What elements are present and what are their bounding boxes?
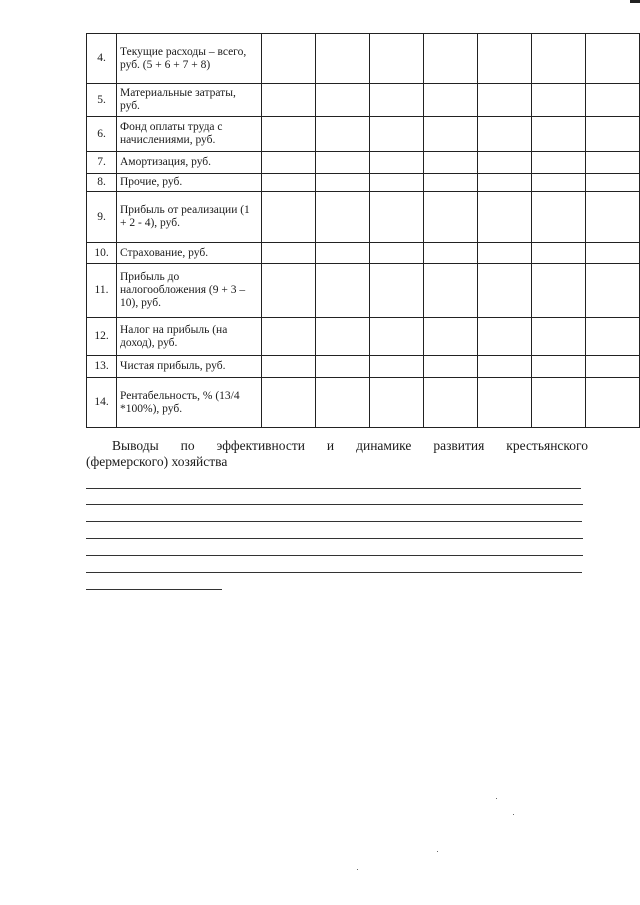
answer-line [86,521,582,522]
row-label: Прочие, руб. [117,174,262,192]
value-cell [532,243,586,264]
table-row [87,117,640,152]
value-cell [424,117,478,152]
value-cell [586,117,640,152]
value-cell [478,318,532,356]
value-cell [532,378,586,428]
value-cell [586,84,640,117]
table-row [87,34,640,84]
value-cell [532,117,586,152]
value-cell [586,192,640,243]
value-cell [316,84,370,117]
value-cell [370,34,424,84]
value-cell [424,264,478,318]
value-cell [586,318,640,356]
row-number: 9. [87,192,117,243]
table-row [87,318,640,356]
row-label: Материальные затраты, руб. [117,84,262,117]
value-cell [478,378,532,428]
value-cell [262,174,316,192]
value-cell [262,34,316,84]
value-cell [478,84,532,117]
value-cell [424,84,478,117]
value-cell [424,318,478,356]
value-cell [316,318,370,356]
value-cell [370,174,424,192]
value-cell [586,243,640,264]
row-number: 8. [87,174,117,192]
table-row [87,264,640,318]
value-cell [532,356,586,378]
value-cell [262,117,316,152]
value-cell [316,243,370,264]
value-cell [532,34,586,84]
value-cell [532,174,586,192]
value-cell [586,152,640,174]
row-label: Налог на прибыль (на доход), руб. [117,318,262,356]
value-cell [424,152,478,174]
value-cell [316,356,370,378]
value-cell [586,264,640,318]
value-cell [370,152,424,174]
conclusion-line-1: Выводы по эффективности и динамике развития крестьянского [112,438,588,453]
value-cell [478,34,532,84]
value-cell [532,318,586,356]
value-cell [478,356,532,378]
conclusion-line-2: (фермерского) хозяйства [86,454,228,469]
value-cell [478,192,532,243]
value-cell [262,152,316,174]
row-number: 14. [87,378,117,428]
table-row [87,152,640,174]
answer-line [86,572,582,573]
value-cell [532,192,586,243]
row-number: 11. [87,264,117,318]
row-number: 6. [87,117,117,152]
value-cell [532,84,586,117]
value-cell [262,192,316,243]
table-row [87,174,640,192]
answer-line [86,538,583,539]
answer-line [86,589,222,590]
value-cell [370,84,424,117]
table-row [87,192,640,243]
answer-line [86,504,583,505]
value-cell [262,378,316,428]
value-cell [316,378,370,428]
value-cell [316,152,370,174]
value-cell [424,192,478,243]
value-cell [586,356,640,378]
value-cell [478,152,532,174]
scan-speck [437,851,438,852]
row-label: Рентабельность, % (13/4 *100%), руб. [117,378,262,428]
value-cell [532,264,586,318]
value-cell [370,264,424,318]
row-label: Текущие расходы – всего, руб. (5 + 6 + 7 + 8) [117,34,262,84]
value-cell [424,378,478,428]
value-cell [370,356,424,378]
scan-speck [513,814,514,815]
value-cell [478,174,532,192]
value-cell [262,318,316,356]
value-cell [316,117,370,152]
value-cell [586,378,640,428]
value-cell [316,34,370,84]
financial-indicators-table [86,33,640,428]
scan-speck [357,869,358,870]
row-number: 4. [87,34,117,84]
value-cell [316,192,370,243]
value-cell [424,174,478,192]
value-cell [424,243,478,264]
row-number: 5. [87,84,117,117]
value-cell [586,34,640,84]
value-cell [424,356,478,378]
row-number: 7. [87,152,117,174]
value-cell [370,318,424,356]
conclusion-heading [86,438,588,470]
answer-line [86,555,583,556]
row-number: 10. [87,243,117,264]
row-label: Амортизация, руб. [117,152,262,174]
value-cell [316,264,370,318]
value-cell [262,356,316,378]
value-cell [370,243,424,264]
value-cell [370,192,424,243]
value-cell [370,378,424,428]
value-cell [586,174,640,192]
row-label: Страхование, руб. [117,243,262,264]
value-cell [370,117,424,152]
value-cell [262,264,316,318]
answer-line [86,488,581,489]
value-cell [316,174,370,192]
value-cell [478,117,532,152]
value-cell [478,264,532,318]
row-label: Фонд оплаты труда с начислениями, руб. [117,117,262,152]
table-row [87,84,640,117]
row-label: Прибыль до налогообложения (9 + 3 – 10), руб. [117,264,262,318]
value-cell [424,34,478,84]
row-number: 12. [87,318,117,356]
table-row [87,243,640,264]
scan-corner-mark [630,0,640,3]
table-row [87,356,640,378]
table-row [87,378,640,428]
row-label: Чистая прибыль, руб. [117,356,262,378]
row-label: Прибыль от реализации (1 + 2 - 4), руб. [117,192,262,243]
scan-speck [496,798,497,799]
row-number: 13. [87,356,117,378]
value-cell [478,243,532,264]
value-cell [262,84,316,117]
value-cell [532,152,586,174]
value-cell [262,243,316,264]
